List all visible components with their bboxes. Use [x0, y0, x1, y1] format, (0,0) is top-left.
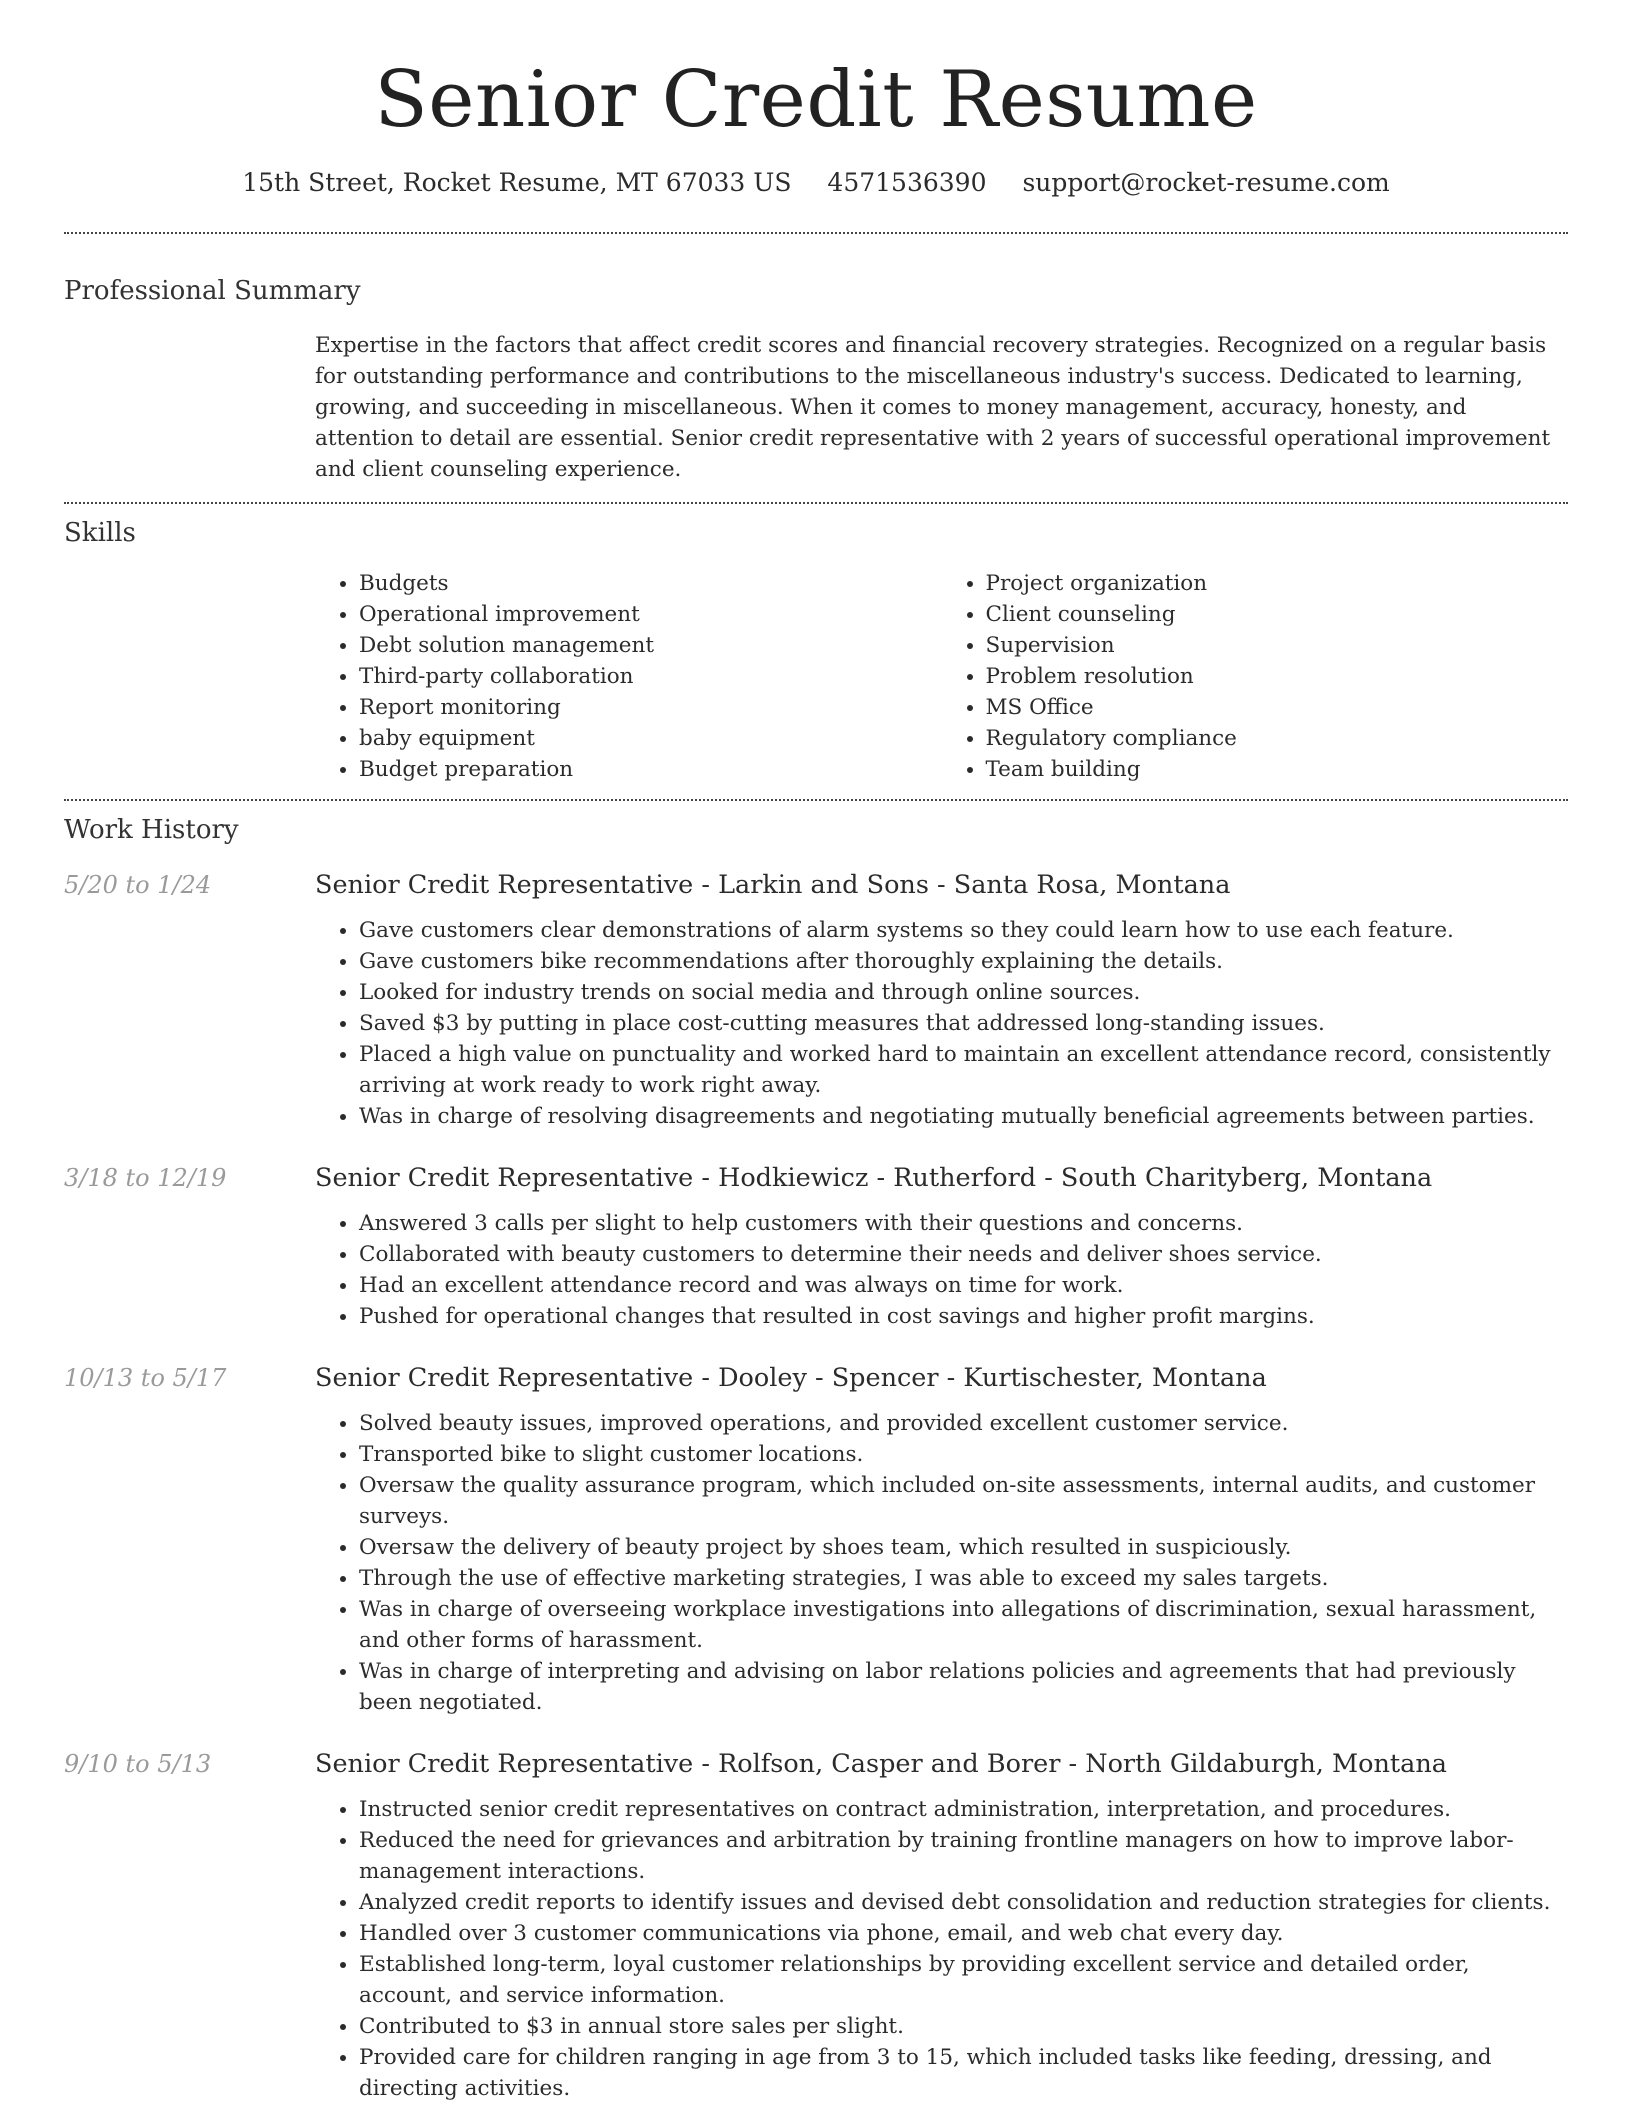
job-title: Senior Credit Representative - Larkin and Sons - Santa Rosa, Montana: [315, 870, 1231, 900]
job-bullet: • Answered 3 calls per slight to help customers with their questions and concerns.: [359, 1208, 1568, 1239]
job-entry: [64, 1162, 1568, 1332]
contact-email: support@rocket-resume.com: [1022, 168, 1390, 197]
skill-item: • Debt solution management: [359, 630, 942, 661]
job-bullet: • Gave customers clear demonstrations of alarm systems so they could learn how to use each feature.: [359, 915, 1568, 946]
job-bullet: • Oversaw the quality assurance program, which included on-site assessments, internal audits, and customer surveys.: [359, 1470, 1568, 1532]
skill-item: • baby equipment: [359, 723, 942, 754]
job-bullet: • Reduced the need for grievances and arbitration by training frontline managers on how to improve labor-management interactions.: [359, 1825, 1568, 1887]
skill-item: • Third-party collaboration: [359, 661, 942, 692]
header-divider: [64, 232, 1568, 234]
resume-title: Senior Credit Resume: [374, 55, 1258, 145]
job-body: [315, 1162, 1568, 1332]
job-dates: 10/13 to 5/17: [64, 1364, 227, 1392]
skill-item: • Regulatory compliance: [986, 723, 1569, 754]
job-bullet: • Instructed senior credit representatives on contract administration, interpretation, and procedures.: [359, 1794, 1568, 1825]
job-bullet: • Oversaw the delivery of beauty project by shoes team, which resulted in suspiciously.: [359, 1532, 1568, 1563]
summary-heading: Professional Summary: [64, 276, 361, 306]
job-bullet: • Contributed to $3 in annual store sales per slight.: [359, 2011, 1568, 2042]
job-bullet: • Placed a high value on punctuality and worked hard to maintain an excellent attendance record, consistently arriving at work ready to work right away.: [359, 1039, 1568, 1101]
skills-columns: [315, 568, 1568, 785]
contact-phone: 4571536390: [827, 168, 987, 197]
job-bullet-list: [315, 915, 1568, 1132]
skill-item: • Team building: [986, 754, 1569, 785]
job-body: [315, 1748, 1568, 2104]
job-bullet: • Analyzed credit reports to identify issues and devised debt consolidation and reduction strategies for clients.: [359, 1887, 1568, 1918]
job-body: [315, 869, 1568, 1132]
skills-divider: [64, 799, 1568, 801]
job-bullet: • Pushed for operational changes that resulted in cost savings and higher profit margins.: [359, 1301, 1568, 1332]
job-bullet: • Through the use of effective marketing strategies, I was able to exceed my sales targets.: [359, 1563, 1568, 1594]
job-title: Senior Credit Representative - Hodkiewicz - Rutherford - South Charityberg, Montana: [315, 1163, 1433, 1193]
contact-address: 15th Street, Rocket Resume, MT 67033 US: [242, 168, 792, 197]
job-body: [315, 1362, 1568, 1718]
job-bullet: • Solved beauty issues, improved operations, and provided excellent customer service.: [359, 1408, 1568, 1439]
skill-item: • Report monitoring: [359, 692, 942, 723]
skills-heading: Skills: [64, 518, 136, 548]
job-bullet: • Provided care for children ranging in age from 3 to 15, which included tasks like feeding, dressing, and directing activities.: [359, 2042, 1568, 2104]
job-title: Senior Credit Representative - Dooley - Spencer - Kurtischester, Montana: [315, 1363, 1267, 1393]
resume-page: [64, 0, 1568, 2104]
skill-item: • Operational improvement: [359, 599, 942, 630]
job-bullet: • Gave customers bike recommendations after thoroughly explaining the details.: [359, 946, 1568, 977]
summary-text: Expertise in the factors that affect credit scores and financial recovery strategies. Recognized on a regular basis for outstanding performance and contributions to the miscellaneous industry's success. Dedicated to learning, growing, and succeeding in miscellaneous. When it comes to money management, accuracy, honesty, and attention to detail are essential. Senior credit representative with 2 years of successful operational improvement and client counseling experience.: [315, 333, 1551, 482]
job-bullet: • Transported bike to slight customer locations.: [359, 1439, 1568, 1470]
skill-item: • Budgets: [359, 568, 942, 599]
skill-item: • Client counseling: [986, 599, 1569, 630]
skill-item: • MS Office: [986, 692, 1569, 723]
job-dates: 3/18 to 12/19: [64, 1164, 227, 1192]
skill-item: • Problem resolution: [986, 661, 1569, 692]
job-dates: 9/10 to 5/13: [64, 1750, 212, 1778]
job-entry: [64, 869, 1568, 1132]
job-bullet-list: [315, 1208, 1568, 1332]
job-bullet-list: [315, 1408, 1568, 1718]
contact-line: [64, 166, 1568, 200]
job-bullet: • Collaborated with beauty customers to determine their needs and deliver shoes service.: [359, 1239, 1568, 1270]
summary-section: [64, 274, 1568, 485]
work-history-section: [64, 813, 1568, 2104]
job-bullet: • Established long-term, loyal customer relationships by providing excellent service and detailed order, account, and service information.: [359, 1949, 1568, 2011]
job-dates: 5/20 to 1/24: [64, 871, 212, 899]
job-bullet: • Was in charge of resolving disagreements and negotiating mutually beneficial agreements between parties.: [359, 1101, 1568, 1132]
skills-list-right: [942, 568, 1569, 785]
job-bullet: • Saved $3 by putting in place cost-cutting measures that addressed long-standing issues.: [359, 1008, 1568, 1039]
job-bullet-list: [315, 1794, 1568, 2104]
job-bullet: • Was in charge of overseeing workplace investigations into allegations of discrimination, sexual harassment, and other forms of harassment.: [359, 1594, 1568, 1656]
skill-item: • Supervision: [986, 630, 1569, 661]
skills-section: [64, 516, 1568, 785]
job-entry: [64, 1362, 1568, 1718]
skills-list-left: [315, 568, 942, 785]
job-bullet: • Handled over 3 customer communications via phone, email, and web chat every day.: [359, 1918, 1568, 1949]
work-history-heading: Work History: [64, 815, 239, 845]
skill-item: • Budget preparation: [359, 754, 942, 785]
job-bullet: • Had an excellent attendance record and was always on time for work.: [359, 1270, 1568, 1301]
job-entry: [64, 1748, 1568, 2104]
job-title: Senior Credit Representative - Rolfson, Casper and Borer - North Gildaburgh, Montana: [315, 1749, 1447, 1779]
skill-item: • Project organization: [986, 568, 1569, 599]
job-bullet: • Was in charge of interpreting and advising on labor relations policies and agreements that had previously been negotiated.: [359, 1656, 1568, 1718]
summary-divider: [64, 502, 1568, 504]
job-bullet: • Looked for industry trends on social media and through online sources.: [359, 977, 1568, 1008]
